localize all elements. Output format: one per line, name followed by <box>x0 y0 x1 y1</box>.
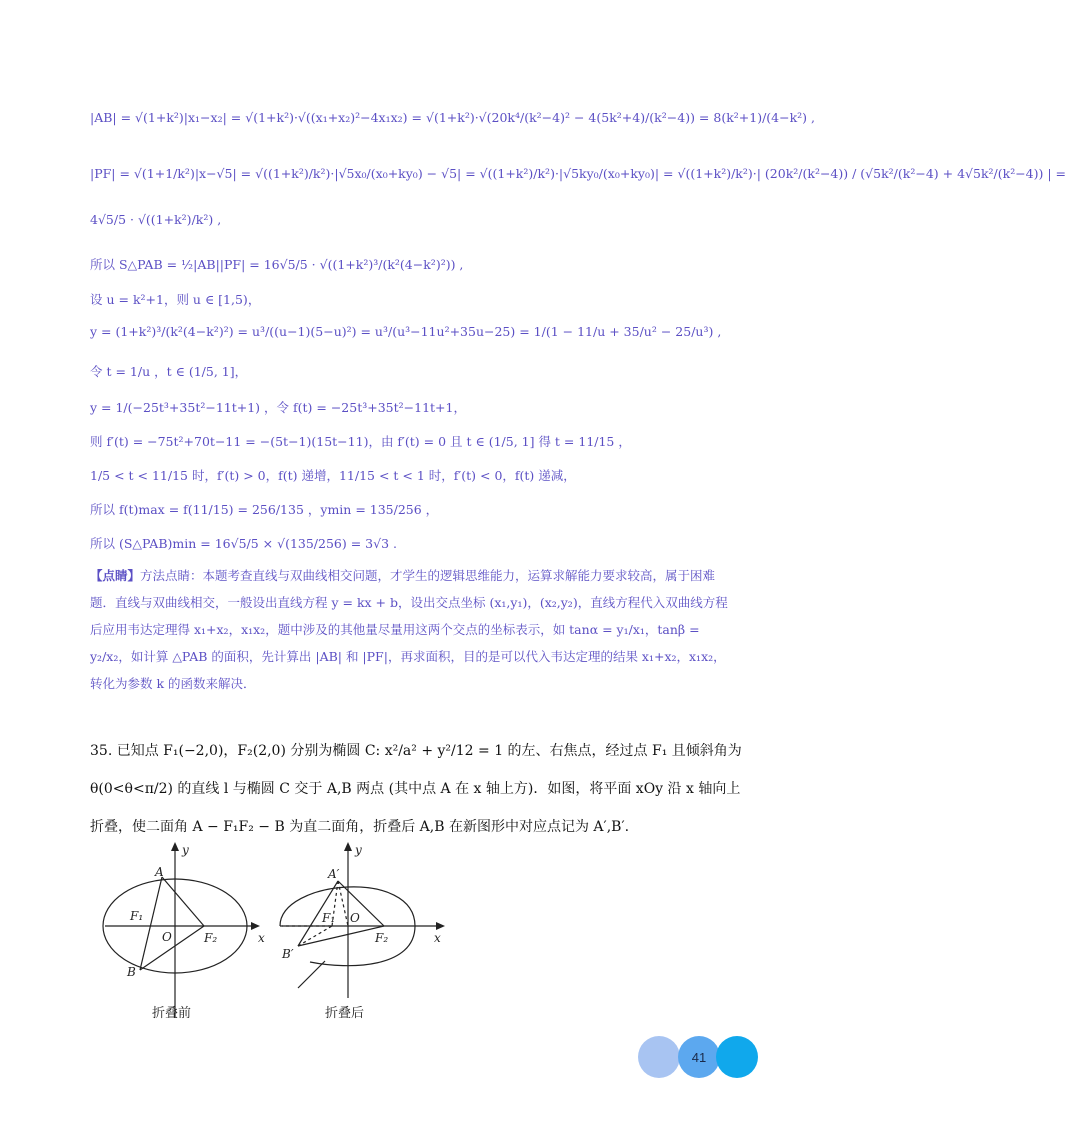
solution-line-t: 令 t = 1/u ，t ∈ (1/5, 1]， <box>90 364 248 379</box>
label-o-before: O <box>162 930 172 944</box>
page-number: 41 <box>678 1036 720 1078</box>
solution-line-substitution: 设 u = k²+1，则 u ∈ [1,5)， <box>90 292 261 307</box>
label-y-after: y <box>355 843 362 857</box>
tip-tag: 【点睛】 <box>90 568 141 583</box>
tip-note <box>90 562 730 697</box>
problem-line-1: 35. 已知点 F₁(−2,0)，F₂(2,0) 分别为椭圆 C: x²/a² + y²/12 = 1 的左、右焦点，经过点 F₁ 且倾斜角为 <box>90 743 742 759</box>
figure <box>100 838 460 1028</box>
line-ab-before <box>140 877 162 970</box>
label-a-before: A <box>155 865 164 879</box>
badge-circle-left <box>638 1036 680 1078</box>
solution-line-monotonic: 1/5 < t < 11/15 时，f′(t) > 0，f(t) 递增，11/15 < t < 1 时，f′(t) < 0，f(t) 递减， <box>90 468 576 483</box>
label-a-after: A′ <box>328 867 340 881</box>
solution-line-pf: |PF| = √(1+1/k²)|x−√5| = √((1+k²)/k²)·|√5x₀/(x₀+ky₀) − √5| = √((1+k²)/k²)·|√5ky₀/(x₀+ky₀)| = √((1+k²)/k²)·| (20k²/(k²−4)) / (√5k²/(k²−4) + 4√5k²/(k²−4)) | = <box>90 166 1066 181</box>
page-number-badge <box>638 1036 758 1078</box>
dash-bf1 <box>298 926 332 946</box>
solution-line-max: 所以 f(t)max = f(11/15) = 256/135 ，ymin = 135/256 ， <box>90 502 439 517</box>
solution-line-area: 所以 S△PAB = ½|AB||PF| = 16√5/5 · √((1+k²)³/(k²(4−k²)²)) , <box>90 257 464 272</box>
x-arrow-before <box>251 922 260 930</box>
badge-circle-right <box>716 1036 758 1078</box>
line-af2-before <box>162 877 204 926</box>
label-x-before: x <box>258 931 265 945</box>
line-bf2-before <box>140 926 204 970</box>
y-arrow-after <box>344 842 352 851</box>
problem-line-3: 折叠，使二面角 A − F₁F₂ − B 为直二面角，折叠后 A,B 在新图形中对应点记为 A′,B′. <box>90 819 630 835</box>
x-arrow-after <box>436 922 445 930</box>
line-bf2-after <box>298 926 384 946</box>
tip-text: 方法点睛：本题考查直线与双曲线相交问题，才学生的逻辑思维能力，运算求解能力要求较高，属于困难题．直线与双曲线相交，一般设出直线方程 y = kx + b，设出交点坐标 (x₁,y₁)，(x₂,y₂)，直线方程代入双曲线方程后应用韦达定理得 x₁+x₂，x₁x₂，题中涉及的其他量尽量用这两个交点的坐标表示，如 tanα = y₁/x₁，tanβ = y₂/x₂，如计算 △PAB 的面积，先计算出 |AB| 和 |PF|，再求面积，目的是可以代入韦达定理的结果 x₁+x₂，x₁x₂，转化为参数 k 的函数来解决． <box>90 568 728 691</box>
solution-line-ab: |AB| = √(1+k²)|x₁−x₂| = √(1+k²)·√((x₁+x₂)²−4x₁x₂) = √(1+k²)·√(20k⁴/(k²−4)² − 4(5k²+4)/(k²−4)) = 8(k²+1)/(4−k²) , <box>90 110 816 125</box>
label-f1-after: F₁ <box>322 911 336 925</box>
solution-line-y: y = (1+k²)³/(k²(4−k²)²) = u³/((u−1)(5−u)²) = u³/(u³−11u²+35u−25) = 1/(1 − 11/u + 35/u² − 25/u³) , <box>90 324 722 339</box>
solution-line-derivative: 则 f′(t) = −75t²+70t−11 = −(5t−1)(15t−11)，由 f′(t) = 0 且 t ∈ (1/5, 1] 得 t = 11/15 ， <box>90 434 631 449</box>
label-f1-before: F₁ <box>130 909 144 923</box>
line-af2-after <box>338 881 384 926</box>
figure-svg <box>100 838 460 1028</box>
solution-line-min-area: 所以 (S△PAB)min = 16√5/5 × √(135/256) = 3√3 . <box>90 536 397 551</box>
label-b-before: B <box>127 965 136 979</box>
label-y-before: y <box>182 843 189 857</box>
solution-line-f: y = 1/(−25t³+35t²−11t+1) ，令 f(t) = −25t³+35t²−11t+1， <box>90 400 466 415</box>
label-f2-after: F₂ <box>375 931 389 945</box>
y-arrow-before <box>171 842 179 851</box>
label-f2-before: F₂ <box>204 931 218 945</box>
caption-after: 折叠后 <box>325 1006 365 1021</box>
label-x-after: x <box>434 931 441 945</box>
label-b-after: B′ <box>282 947 294 961</box>
solution-line-pf-result: 4√5/5 · √((1+k²)/k²) , <box>90 212 222 227</box>
label-o-after: O <box>350 911 360 925</box>
caption-before: 折叠前 <box>152 1006 192 1021</box>
lower-curve-tail <box>298 961 325 988</box>
problem-line-2: θ(0<θ<π/2) 的直线 l 与椭圆 C 交于 A,B 两点 (其中点 A 在 x 轴上方)．如图，将平面 xOy 沿 x 轴向上 <box>90 781 741 797</box>
